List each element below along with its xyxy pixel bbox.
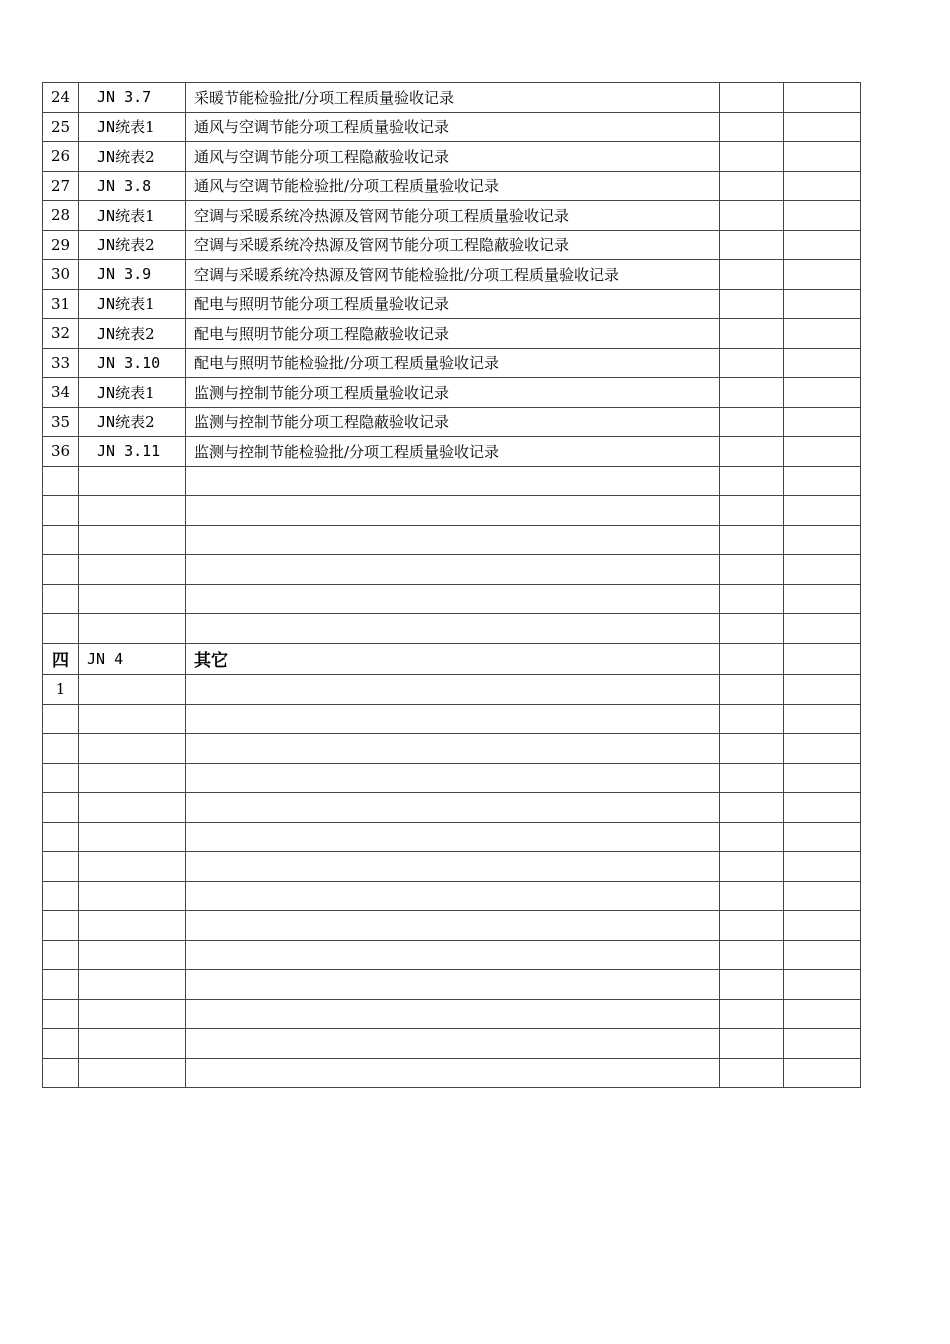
row-number [43, 911, 79, 941]
record-code [79, 822, 186, 852]
record-name [186, 852, 720, 882]
record-code-main: JN 3.11 [97, 442, 161, 461]
record-name: 配电与照明节能检验批/分项工程质量验收记录 [186, 348, 720, 378]
record-name [186, 704, 720, 734]
record-name: 空调与采暖系统冷热源及管网节能检验批/分项工程质量验收记录 [186, 260, 720, 290]
table-row [43, 466, 861, 496]
record-code-main: JN 3.9 [97, 265, 152, 284]
blank-cell [720, 940, 784, 970]
record-code-suffix: 统表2 [115, 413, 155, 432]
row-number [43, 584, 79, 614]
record-name: 采暖节能检验批/分项工程质量验收记录 [186, 83, 720, 113]
table-row [43, 555, 861, 585]
table-row [43, 289, 861, 319]
table-row [43, 525, 861, 555]
blank-cell [720, 763, 784, 793]
row-number [43, 496, 79, 526]
record-code-main: JN [97, 383, 116, 402]
blank-cell [784, 378, 861, 408]
blank-cell [720, 289, 784, 319]
record-name: 监测与控制节能检验批/分项工程质量验收记录 [186, 437, 720, 467]
record-code-suffix: 统表2 [115, 324, 155, 343]
blank-cell [784, 260, 861, 290]
record-name [186, 1058, 720, 1088]
record-code [79, 999, 186, 1029]
blank-cell [720, 466, 784, 496]
blank-cell [784, 348, 861, 378]
record-code [79, 675, 186, 705]
record-code [79, 940, 186, 970]
blank-cell [720, 378, 784, 408]
record-code [79, 407, 186, 437]
record-code [79, 525, 186, 555]
row-number [43, 822, 79, 852]
row-number: 27 [43, 171, 79, 201]
table-row [43, 999, 861, 1029]
record-code [79, 852, 186, 882]
record-code-main: JN [97, 295, 116, 314]
blank-cell [720, 584, 784, 614]
table-row [43, 348, 861, 378]
record-name [186, 940, 720, 970]
row-number [43, 970, 79, 1000]
record-name [186, 555, 720, 585]
blank-cell [720, 348, 784, 378]
record-code [79, 496, 186, 526]
record-code [79, 83, 186, 113]
record-code [79, 1058, 186, 1088]
record-code [79, 734, 186, 764]
record-code-main: JN [97, 236, 116, 255]
record-code [79, 704, 186, 734]
table-row [43, 201, 861, 231]
blank-cell [720, 734, 784, 764]
record-name: 空调与采暖系统冷热源及管网节能分项工程隐蔽验收记录 [186, 230, 720, 260]
blank-cell [720, 201, 784, 231]
row-number [43, 614, 79, 644]
record-code [79, 289, 186, 319]
row-number [43, 466, 79, 496]
record-name [186, 970, 720, 1000]
row-number [43, 881, 79, 911]
record-name [186, 911, 720, 941]
table-row [43, 793, 861, 823]
table-row [43, 171, 861, 201]
row-number: 33 [43, 348, 79, 378]
record-name [186, 793, 720, 823]
blank-cell [784, 734, 861, 764]
blank-cell [784, 466, 861, 496]
blank-cell [784, 822, 861, 852]
record-name [186, 763, 720, 793]
section-extra-cell-1 [720, 643, 784, 675]
record-name [186, 525, 720, 555]
record-code [79, 319, 186, 349]
blank-cell [784, 289, 861, 319]
record-code [79, 1029, 186, 1059]
blank-cell [720, 1058, 784, 1088]
row-number: 28 [43, 201, 79, 231]
table-row [43, 734, 861, 764]
blank-cell [720, 852, 784, 882]
blank-cell [784, 230, 861, 260]
record-code [79, 466, 186, 496]
blank-cell [720, 437, 784, 467]
table-row [43, 496, 861, 526]
row-number: 30 [43, 260, 79, 290]
blank-cell [720, 112, 784, 142]
table-row [43, 112, 861, 142]
record-name: 空调与采暖系统冷热源及管网节能分项工程质量验收记录 [186, 201, 720, 231]
row-number [43, 1029, 79, 1059]
blank-cell [784, 940, 861, 970]
table-row [43, 763, 861, 793]
record-name [186, 496, 720, 526]
table-row [43, 142, 861, 172]
table-row [43, 1029, 861, 1059]
blank-cell [720, 911, 784, 941]
table-row [43, 407, 861, 437]
row-number: 36 [43, 437, 79, 467]
table-row [43, 437, 861, 467]
table-row [43, 319, 861, 349]
row-number: 34 [43, 378, 79, 408]
record-name: 通风与空调节能检验批/分项工程质量验收记录 [186, 171, 720, 201]
row-number: 24 [43, 83, 79, 113]
row-number: 26 [43, 142, 79, 172]
row-number: 1 [43, 675, 79, 705]
record-code-suffix: 统表1 [115, 118, 155, 137]
blank-cell [784, 201, 861, 231]
table-row [43, 584, 861, 614]
table-row [43, 704, 861, 734]
record-code-main: JN [97, 206, 116, 225]
row-number [43, 1058, 79, 1088]
record-code [79, 378, 186, 408]
blank-cell [784, 112, 861, 142]
blank-cell [784, 675, 861, 705]
blank-cell [720, 1029, 784, 1059]
row-number [43, 555, 79, 585]
record-name [186, 734, 720, 764]
blank-cell [720, 142, 784, 172]
blank-cell [720, 704, 784, 734]
table-row [43, 230, 861, 260]
blank-cell [784, 911, 861, 941]
blank-cell [784, 555, 861, 585]
record-name [186, 881, 720, 911]
record-name: 配电与照明节能分项工程隐蔽验收记录 [186, 319, 720, 349]
record-code-main: JN [97, 413, 116, 432]
section-title: 其它 [186, 643, 720, 675]
table-row [43, 1058, 861, 1088]
record-code-main: JN 3.10 [97, 353, 161, 372]
blank-cell [784, 83, 861, 113]
blank-cell [720, 496, 784, 526]
record-name [186, 1029, 720, 1059]
record-code-main: JN [97, 324, 116, 343]
blank-cell [720, 555, 784, 585]
record-code [79, 201, 186, 231]
record-code [79, 793, 186, 823]
blank-cell [784, 763, 861, 793]
row-number: 32 [43, 319, 79, 349]
record-code [79, 970, 186, 1000]
record-code [79, 911, 186, 941]
blank-cell [784, 1058, 861, 1088]
record-code [79, 260, 186, 290]
blank-cell [720, 525, 784, 555]
blank-cell [784, 881, 861, 911]
record-code [79, 881, 186, 911]
blank-cell [720, 999, 784, 1029]
blank-cell [784, 319, 861, 349]
blank-cell [720, 260, 784, 290]
table-row [43, 970, 861, 1000]
blank-cell [784, 704, 861, 734]
blank-cell [784, 171, 861, 201]
record-name [186, 999, 720, 1029]
table-body [43, 83, 861, 1088]
table-row [43, 675, 861, 705]
record-name: 监测与控制节能分项工程质量验收记录 [186, 378, 720, 408]
table-row [43, 940, 861, 970]
row-number: 29 [43, 230, 79, 260]
blank-cell [720, 407, 784, 437]
record-code [79, 763, 186, 793]
record-name: 通风与空调节能分项工程隐蔽验收记录 [186, 142, 720, 172]
record-code [79, 555, 186, 585]
row-number: 35 [43, 407, 79, 437]
row-number [43, 999, 79, 1029]
blank-cell [784, 407, 861, 437]
row-number [43, 940, 79, 970]
record-code-main: JN 3.7 [97, 88, 152, 107]
table-row [43, 911, 861, 941]
record-name [186, 822, 720, 852]
record-code [79, 348, 186, 378]
row-number [43, 704, 79, 734]
record-name [186, 614, 720, 644]
blank-cell [720, 793, 784, 823]
blank-cell [784, 999, 861, 1029]
record-code-suffix: 统表2 [115, 236, 155, 255]
record-code-main: JN [97, 147, 116, 166]
record-code [79, 437, 186, 467]
row-number [43, 793, 79, 823]
blank-cell [784, 793, 861, 823]
row-number: 25 [43, 112, 79, 142]
blank-cell [720, 675, 784, 705]
record-name: 监测与控制节能分项工程隐蔽验收记录 [186, 407, 720, 437]
blank-cell [784, 614, 861, 644]
record-list-table [42, 82, 861, 1088]
record-code [79, 614, 186, 644]
record-code [79, 584, 186, 614]
blank-cell [784, 970, 861, 1000]
blank-cell [784, 852, 861, 882]
table-row [43, 881, 861, 911]
record-name [186, 675, 720, 705]
section-code: JN 4 [79, 643, 186, 675]
row-number [43, 763, 79, 793]
row-number [43, 852, 79, 882]
table-row [43, 260, 861, 290]
table-row [43, 83, 861, 113]
record-code-main: JN [97, 118, 116, 137]
record-name: 通风与空调节能分项工程质量验收记录 [186, 112, 720, 142]
record-name [186, 584, 720, 614]
blank-cell [720, 614, 784, 644]
row-number: 31 [43, 289, 79, 319]
blank-cell [784, 437, 861, 467]
table-row [43, 852, 861, 882]
table-row [43, 822, 861, 852]
record-code [79, 171, 186, 201]
row-number [43, 734, 79, 764]
blank-cell [720, 970, 784, 1000]
record-code-suffix: 统表1 [115, 295, 155, 314]
row-number [43, 525, 79, 555]
blank-cell [720, 230, 784, 260]
blank-cell [720, 881, 784, 911]
table-row [43, 378, 861, 408]
record-code-main: JN 3.8 [97, 176, 152, 195]
record-code [79, 112, 186, 142]
blank-cell [784, 496, 861, 526]
record-code-suffix: 统表1 [115, 383, 155, 402]
section-number: 四 [43, 643, 79, 675]
blank-cell [784, 525, 861, 555]
blank-cell [784, 584, 861, 614]
section-row [43, 643, 861, 675]
record-code-suffix: 统表1 [115, 206, 155, 225]
blank-cell [720, 171, 784, 201]
blank-cell [784, 142, 861, 172]
record-code-suffix: 统表2 [115, 147, 155, 166]
record-name: 配电与照明节能分项工程质量验收记录 [186, 289, 720, 319]
blank-cell [720, 822, 784, 852]
record-name [186, 466, 720, 496]
blank-cell [720, 319, 784, 349]
table-row [43, 614, 861, 644]
section-extra-cell-2 [784, 643, 861, 675]
record-code [79, 230, 186, 260]
blank-cell [784, 1029, 861, 1059]
blank-cell [720, 83, 784, 113]
record-code [79, 142, 186, 172]
